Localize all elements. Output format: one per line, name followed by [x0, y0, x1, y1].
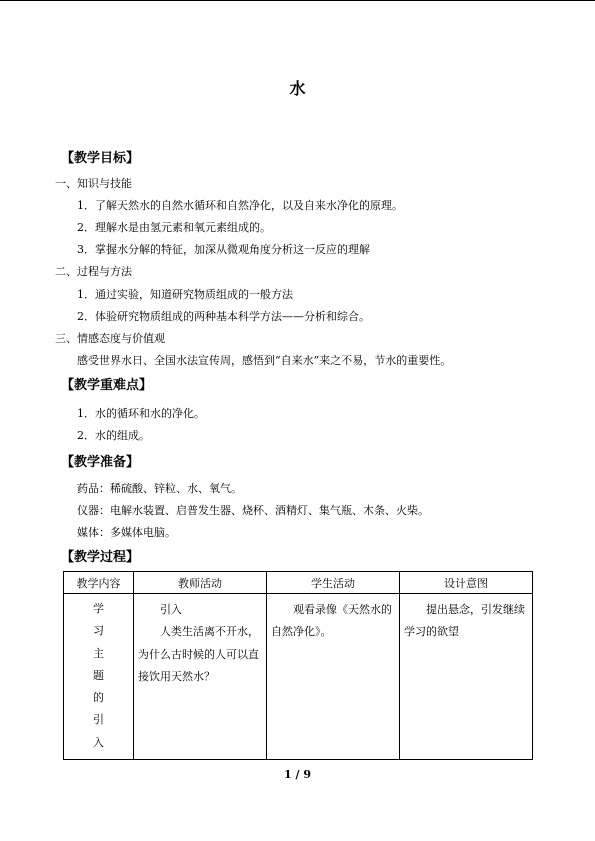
heading-preparation: 【教学准备】 [61, 455, 140, 470]
column-header-intent: 设计意图 [400, 572, 533, 594]
table-row [64, 594, 533, 760]
objectives-part1-item: 3．掌握水分解的特征，加深从微观角度分析这一反应的理解 [77, 243, 370, 256]
objectives-part3-heading: 三、情感态度与价值观 [55, 332, 165, 345]
objectives-part2-item: 2．体验研究物质组成的两种基本科学方法——分析和综合。 [77, 310, 370, 323]
content-char: 引 [93, 713, 104, 727]
objectives-part1-item: 1．了解天然水的自然水循环和自然净化，以及自来水净化的原理。 [77, 199, 403, 212]
preparation-item: 药品：稀硫酸、锌粒、水、氧气。 [77, 482, 242, 495]
objectives-part2-item: 1．通过实验，知道研究物质组成的一般方法 [77, 288, 293, 301]
cell-intent [400, 594, 533, 760]
student-activity-text: 观看录像《天然水的自然净化》。 [271, 603, 392, 639]
page-number: 1 / 9 [284, 768, 311, 781]
content-char: 习 [93, 624, 104, 638]
cell-content [64, 594, 134, 760]
column-header-teacher: 教师活动 [134, 572, 267, 594]
column-header-content: 教学内容 [64, 572, 134, 594]
preparation-item: 媒体：多媒体电脑。 [77, 526, 176, 539]
content-char: 的 [93, 691, 104, 705]
objectives-part2-heading: 二、过程与方法 [55, 265, 132, 278]
cell-student [267, 594, 400, 760]
header-rule [0, 0, 595, 1]
heading-objectives: 【教学目标】 [61, 151, 140, 166]
heading-keypoints: 【教学重难点】 [61, 378, 153, 393]
document-title: 水 [289, 79, 306, 98]
content-char: 入 [93, 735, 104, 749]
cell-teacher [134, 594, 267, 760]
column-header-student: 学生活动 [267, 572, 400, 594]
heading-process: 【教学过程】 [61, 550, 140, 565]
objectives-part1-item: 2．理解水是由氢元素和氧元素组成的。 [77, 221, 271, 234]
design-intent-text: 提出悬念，引发继续学习的欲望 [404, 603, 525, 639]
keypoint-item: 2．水的组成。 [77, 429, 150, 442]
content-char: 主 [93, 646, 104, 660]
teacher-activity-title: 引入 [160, 603, 182, 616]
teacher-activity-text: 人类生活离不开水，为什么古时候的人可以直接饮用天然水？ [138, 625, 259, 683]
content-char: 题 [93, 668, 104, 682]
table-header-row [64, 572, 533, 594]
preparation-item: 仪器：电解水装置、启普发生器、烧杯、酒精灯、集气瓶、木条、火柴。 [77, 504, 429, 517]
keypoint-item: 1．水的循环和水的净化。 [77, 407, 205, 420]
objectives-part3-text: 感受世界水日、全国水法宣传周，感悟到“自来水”来之不易，节水的重要性。 [77, 354, 452, 367]
process-table [63, 571, 533, 760]
objectives-part1-heading: 一、知识与技能 [55, 177, 132, 190]
content-char: 学 [93, 602, 104, 615]
